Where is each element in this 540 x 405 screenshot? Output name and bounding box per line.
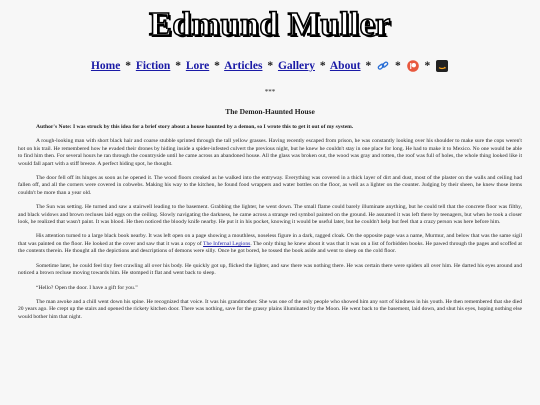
paragraph-text: . The only thing he knew about it was that it was on a list of forbidden books. He pawed through the pages and scoffed at the contents therein. He thought all the depictions and descriptions of demons were silly. Once he got bored, he tossed the book aside and went to sleep on the cold floor. [18,240,522,255]
story-paragraph: A rough-looking man with short black hair and coarse stubble sprinted through the tall yellow grasses. Having recently escaped from prison, he was constantly looking over his shoulder to make sure the cops weren't hot on his trail. He remembered how he evaded their drones by hiding inside a spider-infested culvert the previous night, but he knew he couldn't stay in one place for long. He had to make it to Mexico. No one would be able to find him then. For several hours he ran through the countryside until he came across an abandoned house. All the glass was broken out, the wood was gray and rotten, the roof was full of holes, the whole thing looked like it would fall apart with a stiff breeze. A perfect hiding spot, he thought. [18,138,522,167]
story-paragraph: Sometime later, he could feel tiny feet crawling all over his body. He quickly got up, flicked the lighter, and saw there was nothing there. He was certain there were spiders all over him. He darted his eyes around and noticed a brown recluse moving towards him. He stomped it flat and went back to sleep. [18,262,522,277]
nav-about-link[interactable]: About [329,60,361,72]
author-note: Author's Note: I was struck by this idea for a brief story about a house haunted by a demon, so I wrote this to get it out of my system. [36,124,354,130]
nav-separator: * [394,60,401,72]
story-paragraph: “Hello? Open the door. I have a gift for you.” [36,284,138,291]
story-paragraph: The Sun was setting. He turned and saw a stairwell leading to the basement. Grabbing the lighter, he went down. The small flame could barely illuminate anything, but he could tell that the concrete floor was filthy, and black widows and brown recluses laid eggs on the ceiling. Slowly navigating the darkness, he came across a strange red symbol painted on the ground. He assumed it was left there by teenagers, but when he took a closer look, he realized that wasn't paint. It was blood. He then noticed the bloody knife nearby. He put it in his pocket, knowing it would be useful later, but he couldn't help but feel that a crazy person was here before him. [18,204,522,226]
nav-articles-link[interactable]: Articles [224,60,263,72]
nav-separator: * [267,60,274,72]
amazon-icon[interactable] [436,60,448,72]
nav-separator: * [319,60,326,72]
nav-separator: * [424,60,431,72]
nav-home-link[interactable]: Home [90,60,121,72]
story-paragraph: The door fell off its hinges as soon as he opened it. The wood floors creaked as he walked into the entryway. Everything was covered in a thick layer of dirt and dust, most of the plaster on the walls and ceiling had fallen off, and all the corners were covered in cobwebs. Making his way to the kitchen, he found food wrappers and water bottles on the floor, as well as a lighter on the counter. Judging by their sheen, he knew those items couldn't be more than a year old. [18,175,522,196]
story-paragraph: The man awoke and a chill went down his spine. He recognized that voice. It was his grandmother. She was one of the only people who showed him any sort of kindness in his youth. He then remembered that she died 20 years ago. He crept up the stairs and opened the rickety kitchen door. There was nothing, save for the grassy plains illuminated by the Moon. He went back to the basement, laid down, and shut his eyes, hoping nothing else would bother him that night. [18,298,522,320]
nav-separator: * [125,60,131,72]
story-paragraph [18,233,522,255]
nav-separator: * [365,60,372,72]
story-content [18,124,522,321]
site-title: Edmund Muller [149,6,391,43]
patreon-icon[interactable] [407,60,419,72]
nav-separator: * [214,60,220,72]
section-divider: *** [264,88,276,96]
story-title: The Demon-Haunted House [225,107,315,116]
paragraph-text: His attention turned to a large black book nearby. It was left open on a page showing a mouthless, noseless figure in a dark, ragged cloak. On the opposite page was a name, Murmur, and below that was the same sigil that was painted on the floor. He looked at the cover and saw that it was a copy of [18,233,522,247]
nav-lore-link[interactable]: Lore [185,60,210,72]
link-icon[interactable] [377,60,389,72]
main-nav [0,58,540,74]
nav-fiction-link[interactable]: Fiction [135,60,171,72]
nav-separator: * [175,60,181,72]
infernal-legions-link[interactable]: The Infernal Legions [203,240,251,247]
nav-gallery-link[interactable]: Gallery [277,60,315,72]
